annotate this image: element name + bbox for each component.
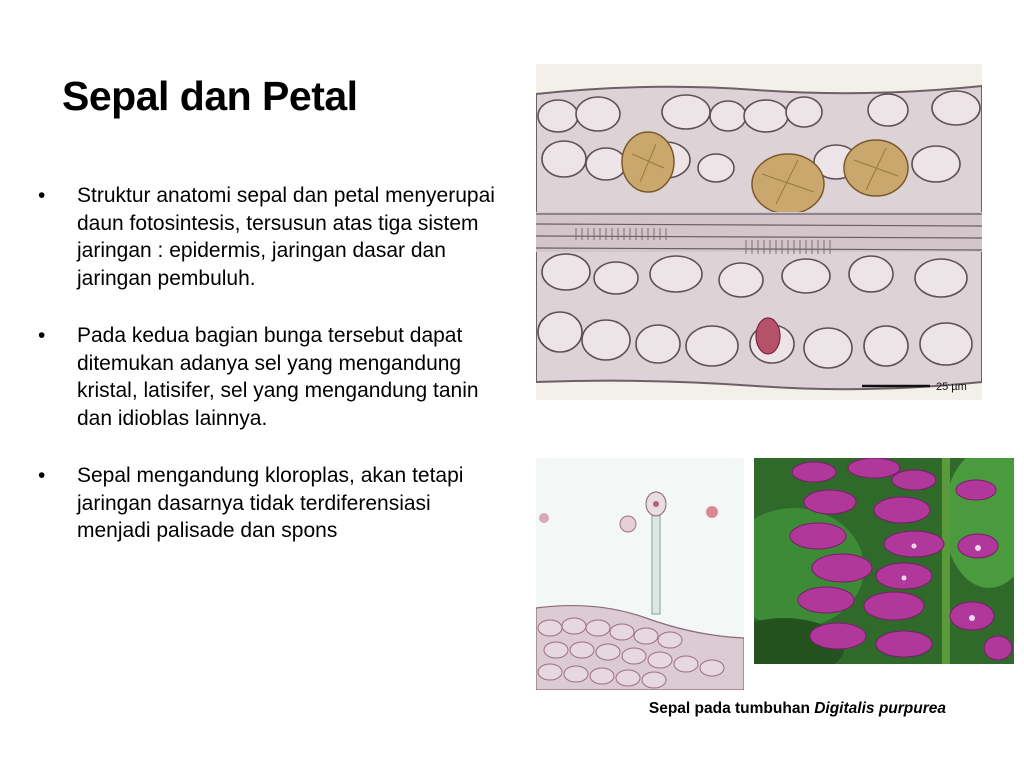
sepal-hair-micrograph [536,458,744,690]
bullet-dot-icon: • [38,324,46,347]
cross-section-image [536,64,982,400]
foxglove-photo-image [754,458,1014,664]
bullet-item [36,462,496,545]
bullet-item [36,182,496,292]
bullet-item [36,322,496,432]
bullet-list [36,182,496,575]
bullet-text: Struktur anatomi sepal dan petal menyerupai daun fotosintesis, tersusun atas tiga sistem jaringan : epidermis, jaringan dasar dan jaringan pembuluh. [77,184,495,290]
digitalis-purpurea-photo [754,458,1014,664]
bullet-dot-icon: • [38,184,46,207]
hair-micrograph-image [536,458,744,690]
figure-caption [536,698,946,720]
caption-prefix: Sepal pada tumbuhan [648,700,815,717]
bullet-text: Sepal mengandung kloroplas, akan tetapi jaringan dasarnya tidak terdiferensiasi menjadi palisade dan spons [77,464,464,542]
sepal-cross-section-micrograph [536,64,982,400]
bullet-text: Pada kedua bagian bunga tersebut dapat ditemukan adanya sel yang mengandung kristal, latisifer, sel yang mengandung tanin dan idioblas lainnya. [77,324,479,430]
slide-title: Sepal dan Petal [62,73,358,119]
caption-species: Digitalis purpurea [814,700,946,717]
bullet-dot-icon: • [38,464,46,487]
scale-bar-label: 25 µm [936,381,967,393]
